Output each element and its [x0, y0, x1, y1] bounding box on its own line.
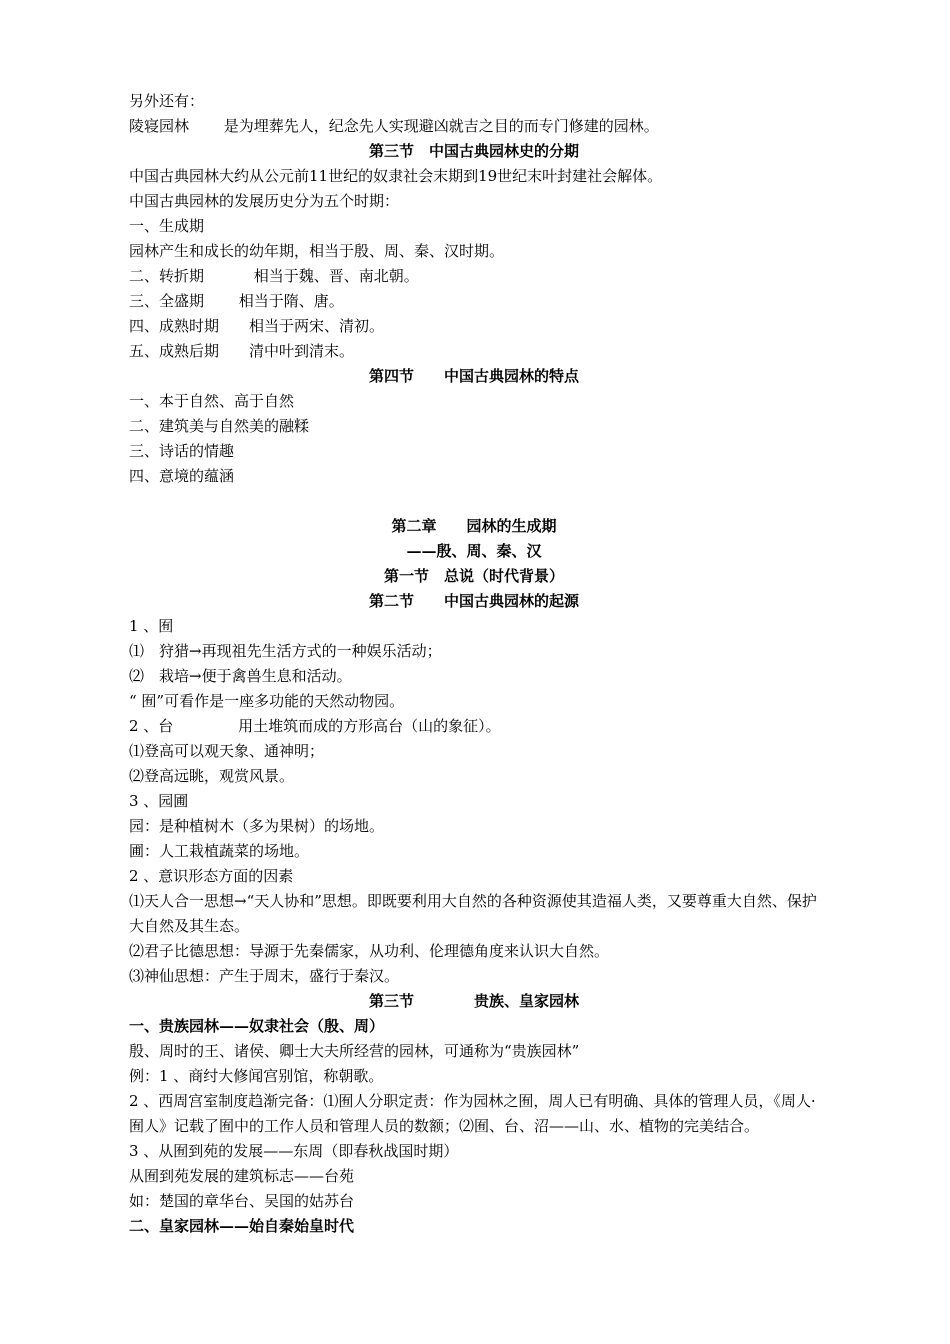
- text-line: 圃：人工栽植蔬菜的场地。: [129, 842, 310, 860]
- chapter-heading: 第二章 园林的生成期: [391, 517, 557, 535]
- chapter-subtitle: ——殷、周、秦、汉: [406, 542, 542, 560]
- text-line: 三、诗话的情趣: [129, 442, 235, 460]
- section-heading: 第四节 中国古典园林的特点: [368, 367, 579, 385]
- text-line: 四、成熟时期 相当于两宋、清初。: [129, 317, 385, 335]
- text-line: ⑴登高可以观天象、通神明；: [129, 742, 325, 760]
- text-line: 二、转折期 相当于魏、晋、南北朝。: [129, 267, 419, 285]
- section-heading: 第三节 中国古典园林史的分期: [368, 142, 579, 160]
- text-line: 五、成熟后期 清中叶到清末。: [129, 342, 355, 360]
- text-line: ⑵ 栽培→便于禽兽生息和活动。: [129, 667, 352, 685]
- subsection-heading: 一、贵族园林——奴隶社会（殷、周）: [129, 1017, 385, 1035]
- text-line: ⑵登高远眺，观赏风景。: [129, 767, 295, 785]
- blank-line: [129, 489, 829, 514]
- text-line: 从囿到苑发展的建筑标志——台苑: [129, 1167, 355, 1185]
- text-line: 一、本于自然、高于自然: [129, 392, 295, 410]
- text-line: “ 囿”可看作是一座多功能的天然动物园。: [129, 692, 405, 710]
- text-line: 2 、台 用土堆筑而成的方形高台（山的象征）。: [129, 717, 501, 735]
- text-line: 殷、周时的王、诸侯、卿士大夫所经营的园林，可通称为“贵族园林”: [129, 1042, 580, 1060]
- text-line: ⑶神仙思想：产生于周末，盛行于秦汉。: [129, 967, 400, 985]
- text-line: 如：楚国的章华台、吴国的姑苏台: [129, 1192, 355, 1210]
- text-line: 三、全盛期 相当于隋、唐。: [129, 292, 344, 310]
- text-line: 另外还有：: [129, 92, 205, 110]
- document-page: [129, 89, 829, 1239]
- text-line: 园林产生和成长的幼年期，相当于殷、周、秦、汉时期。: [129, 242, 505, 260]
- subsection-heading: 二、皇家园林——始自秦始皇时代: [129, 1217, 355, 1235]
- text-line: 2 、意识形态方面的因素: [129, 867, 294, 885]
- section-heading: 第三节 贵族、皇家园林: [368, 992, 579, 1010]
- text-line: ⑵君子比德思想：导源于先秦儒家，从功利、伦理德角度来认识大自然。: [129, 942, 610, 960]
- text-line: 例：1 、商纣大修闻宫别馆，称朝歌。: [129, 1067, 384, 1085]
- text-paragraph: 2 、西周宫室制度趋渐完备：⑴囿人分职定责：作为园林之囿，周人已有明确、具体的管理人员，《周人· 囿人》记载了囿中的工作人员和管理人员的数额；⑵囿、台、沼——山、水、植物的完美结合。: [129, 1092, 816, 1135]
- text-line: 四、意境的蕴涵: [129, 467, 235, 485]
- text-line: 二、建筑美与自然美的融糅: [129, 417, 310, 435]
- text-line: 3 、从囿到苑的发展——东周（即春秋战国时期）: [129, 1142, 459, 1160]
- text-line: 陵寝园林 是为埋葬先人，纪念先人实现避凶就吉之目的而专门修建的园林。: [129, 117, 659, 135]
- section-heading: 第一节 总说（时代背景）: [383, 567, 564, 585]
- text-line: 3 、园圃: [129, 792, 189, 810]
- text-line: ⑴ 狩猎→再现祖先生活方式的一种娱乐活动；: [129, 642, 442, 660]
- text-line: 1 、囿: [129, 617, 174, 635]
- section-heading: 第二节 中国古典园林的起源: [368, 592, 579, 610]
- text-line: 园：是种植树木（多为果树）的场地。: [129, 817, 385, 835]
- text-line: 一、生成期: [129, 217, 205, 235]
- text-line: 中国古典园林大约从公元前11世纪的奴隶社会末期到19世纪末叶封建社会解体。: [129, 167, 663, 185]
- text-paragraph: ⑴天人合一思想→“天人协和”思想。即既要利用大自然的各种资源使其造福人类，又要尊重大自然、保护大自然及其生态。: [129, 892, 817, 935]
- text-line: 中国古典园林的发展历史分为五个时期：: [129, 192, 400, 210]
